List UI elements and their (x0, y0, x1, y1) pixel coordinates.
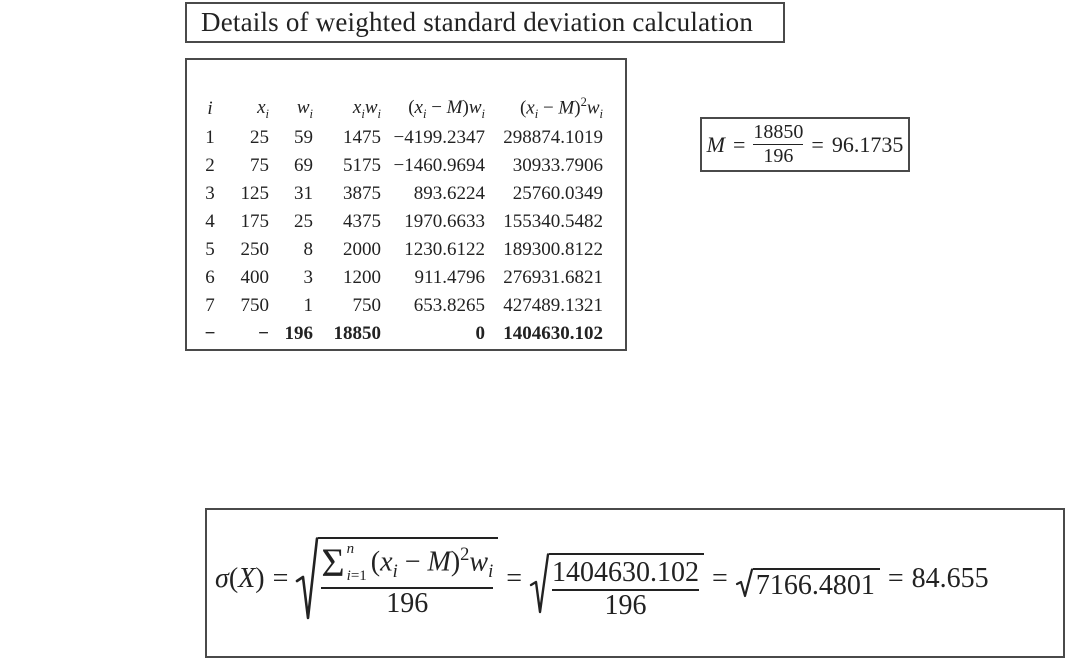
table-cell: 276931.6821 (503, 267, 603, 288)
table-cell: − (258, 323, 269, 344)
math-token: − (426, 96, 447, 118)
table-cell: 30933.7906 (512, 155, 603, 176)
table-header-row (195, 94, 603, 124)
stddev-result: 84.655 (911, 563, 989, 594)
table-cell: 8 (303, 239, 313, 260)
math-token: M (558, 97, 575, 119)
sum-limits (345, 541, 371, 585)
sum-upper-limit: n (346, 541, 355, 557)
math-token: ( (519, 97, 527, 119)
sum-lower-limit (347, 569, 367, 584)
fraction-numerator: 1404630.102 (552, 557, 700, 588)
fraction-denominator: 196 (386, 588, 429, 619)
mean-result: 96.1735 (831, 131, 904, 157)
sqrt-term-2 (530, 553, 704, 621)
table-cell: 125 (240, 183, 269, 204)
table-cell: 2 (205, 155, 215, 176)
math-token: w (586, 97, 600, 119)
table-cell: 25760.0349 (512, 183, 603, 204)
math-token: 2 (580, 95, 587, 110)
radicand (753, 568, 880, 602)
table-row (195, 320, 603, 348)
math-token: w (469, 546, 489, 578)
table-cell: 1475 (343, 127, 381, 148)
math-token: ) (450, 546, 461, 578)
sqrt-term-3 (736, 568, 880, 602)
fraction-denominator: 196 (763, 145, 794, 167)
math-token: w (468, 96, 482, 118)
table-row (195, 264, 603, 292)
table-cell: 400 (240, 267, 269, 288)
equals-sign: = (732, 131, 746, 157)
table-body (195, 124, 603, 348)
table-cell: 298874.1019 (503, 127, 603, 148)
equals-sign: = (887, 563, 904, 594)
math-token: ) (574, 97, 581, 119)
table-cell: −4199.2347 (393, 127, 485, 148)
math-token: i (265, 106, 269, 121)
math-token: x (526, 97, 535, 119)
fraction-denominator: 196 (604, 590, 647, 621)
sqrt-value: 7166.4801 (755, 570, 875, 601)
table-cell: 1404630.102 (503, 323, 603, 344)
sum-numerator (321, 539, 493, 587)
table-cell: 1 (205, 127, 215, 148)
table-cell: 18850 (333, 323, 381, 344)
calculation-table (195, 94, 603, 348)
math-token: M (427, 546, 451, 578)
calculation-table-box (185, 58, 627, 351)
table-cell: 175 (240, 211, 269, 232)
radicand (549, 553, 704, 621)
math-token: i (534, 107, 539, 122)
table-row (195, 208, 603, 236)
table-cell: 4 (205, 211, 215, 232)
column-header-wi (269, 94, 313, 124)
math-token: w (364, 96, 378, 118)
table-cell: 427489.1321 (503, 295, 603, 316)
math-token: x (380, 546, 393, 578)
column-header-xi-minus-m-wi (381, 94, 485, 124)
math-token: σ (215, 563, 229, 594)
table-cell: 3 (205, 183, 215, 204)
radical-icon (296, 537, 318, 621)
column-header-xi-minus-m-sq-wi (485, 94, 603, 124)
math-token: x (352, 96, 362, 118)
math-token: i (392, 560, 398, 581)
sigma-sum-icon: Σ (321, 540, 345, 585)
mean-symbol: M (706, 131, 725, 157)
table-cell: 31 (294, 183, 313, 204)
title-box (185, 2, 785, 43)
math-token: ( (408, 96, 415, 118)
column-header-xiwi (313, 94, 381, 124)
radical-icon (530, 553, 549, 615)
math-token: i (207, 98, 213, 119)
table-cell: 5175 (343, 155, 381, 176)
math-token: i (346, 568, 351, 584)
equals-sign: = (811, 131, 824, 157)
table-row (195, 236, 603, 264)
math-token: M (446, 96, 463, 118)
math-token: i (377, 106, 381, 121)
math-token: i (309, 106, 313, 121)
table-cell: 750 (240, 295, 269, 316)
table-cell: 750 (352, 295, 381, 316)
math-token: x (257, 96, 266, 118)
column-header-i (195, 94, 225, 124)
table-cell: 893.6224 (413, 183, 485, 204)
table-cell: 69 (294, 155, 313, 176)
table-cell: 1200 (343, 267, 381, 288)
table-cell: 3875 (343, 183, 381, 204)
table-cell: 6 (205, 267, 215, 288)
table-cell: 3 (303, 267, 313, 288)
table-row (195, 180, 603, 208)
math-token: w (296, 96, 310, 118)
math-token: ( (228, 563, 239, 594)
table-cell: − (204, 323, 216, 344)
math-token: ( (370, 546, 381, 578)
table-cell: 250 (240, 239, 269, 260)
table-cell: 196 (284, 323, 313, 344)
math-token: =1 (350, 568, 367, 584)
numeric-fraction (552, 555, 699, 621)
table-cell: 1230.6122 (404, 239, 485, 260)
table-cell: 2000 (343, 239, 381, 260)
equals-sign: = (272, 563, 289, 594)
table-row (195, 124, 603, 152)
radical-icon (736, 568, 753, 598)
sum-expression (371, 544, 493, 582)
table-cell: 25 (250, 127, 269, 148)
math-token: − (397, 546, 428, 578)
table-cell: 7 (205, 295, 215, 316)
sigma-lhs (215, 565, 265, 593)
table-cell: 155340.5482 (503, 211, 603, 232)
table-row (195, 152, 603, 180)
table-cell: 653.8265 (413, 295, 485, 316)
equals-sign: = (712, 563, 728, 594)
sqrt-term-1 (296, 537, 498, 621)
sum-fraction (321, 539, 493, 619)
math-token: ) (462, 96, 469, 118)
equals-sign: = (506, 563, 523, 594)
fraction-numerator: 18850 (753, 121, 804, 143)
radicand (318, 537, 498, 619)
table-cell: 911.4796 (414, 267, 485, 288)
math-token: i (361, 106, 365, 121)
table-cell: −1460.9694 (393, 155, 485, 176)
table-cell: 0 (475, 323, 485, 344)
table-cell: 59 (294, 127, 313, 148)
math-token: X (238, 563, 256, 594)
mean-formula-box (700, 117, 910, 172)
table-cell: 75 (250, 155, 269, 176)
math-token: 2 (460, 544, 470, 565)
math-token: ) (255, 563, 265, 594)
table-cell: 1970.6633 (404, 211, 485, 232)
stddev-formula (215, 537, 989, 621)
figure-title: Details of weighted standard deviation calculation (201, 7, 754, 37)
table-cell: 1 (303, 295, 313, 316)
table-row (195, 292, 603, 320)
table-cell: 25 (294, 211, 313, 232)
table-cell: 5 (205, 239, 215, 260)
column-header-xi (225, 94, 269, 124)
mean-fraction (753, 121, 803, 168)
math-token: i (599, 107, 603, 122)
table-cell: 4375 (343, 211, 381, 232)
math-token: − (538, 97, 559, 119)
math-token: i (481, 106, 485, 121)
math-token: i (422, 106, 427, 121)
math-token: x (414, 96, 423, 118)
table-cell: 189300.8122 (503, 239, 603, 260)
math-token: i (488, 560, 494, 581)
